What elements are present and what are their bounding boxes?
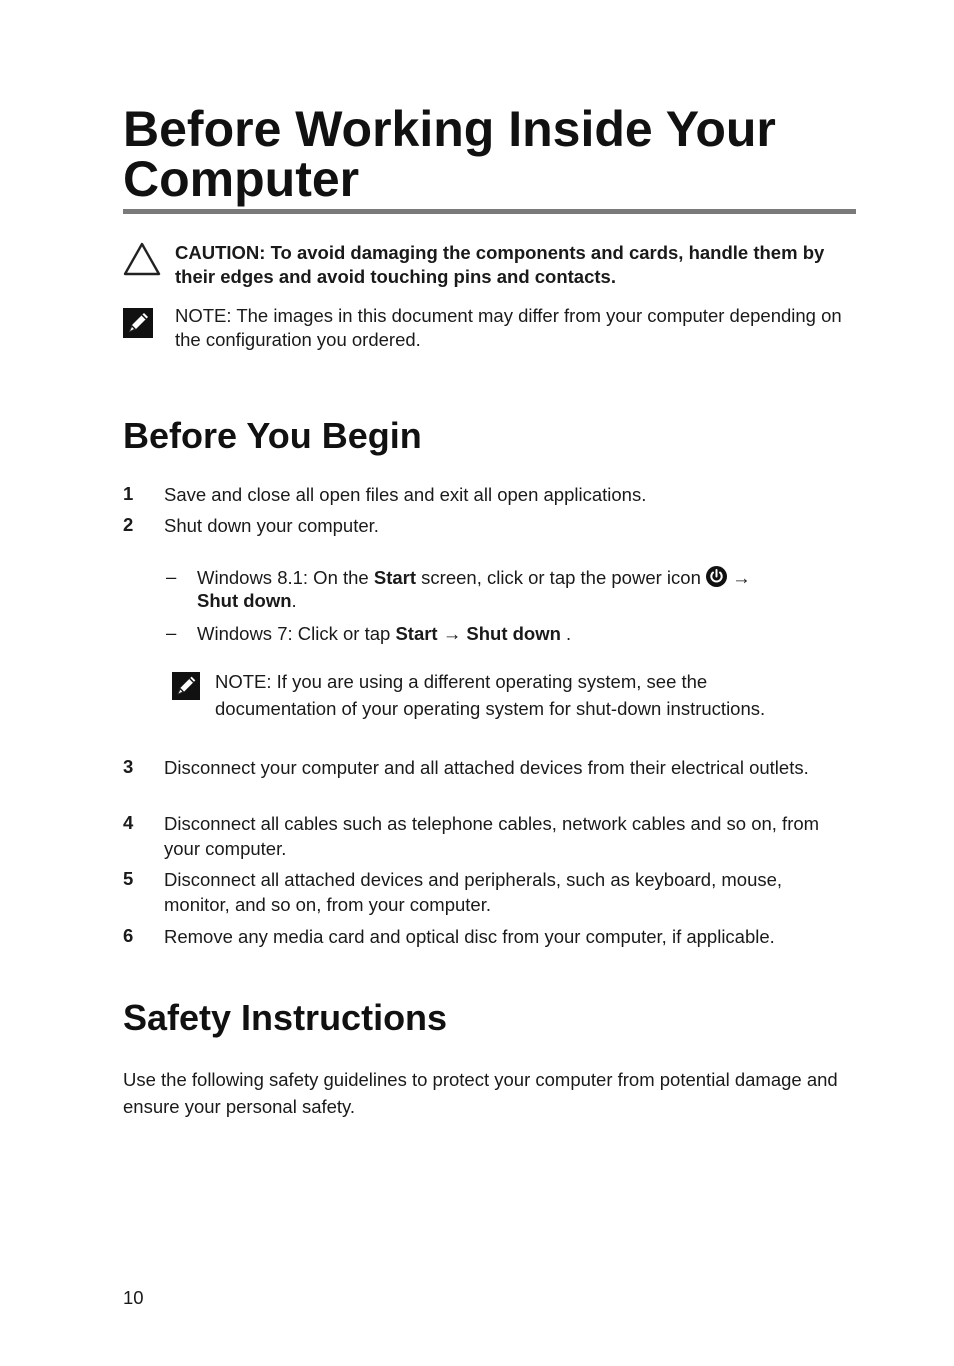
shut-down-label: Shut down (197, 590, 292, 611)
win81-prefix: Windows 8.1: On the (197, 567, 369, 588)
note-icon (123, 308, 153, 338)
caution-text: CAUTION: To avoid damaging the components and cards, handle them by their edges and avoid touching pins and contacts. (175, 242, 825, 287)
note-label: NOTE: (215, 671, 272, 692)
step-text: Disconnect your computer and all attached devices from their electrical outlets. (164, 757, 809, 778)
arrow-glyph: → (442, 623, 462, 644)
step-text: Remove any media card and optical disc from your computer, if applicable. (164, 926, 775, 947)
step-number: 2 (123, 514, 134, 535)
step-text: Save and close all open files and exit all open applications. (164, 484, 647, 505)
power-icon (706, 566, 727, 587)
note-text (175, 304, 847, 352)
sub-item-win7 (197, 622, 857, 645)
safety-paragraph: Use the following safety guidelines to protect your computer from potential damage and ensure your personal safety. (123, 1069, 838, 1117)
win7-prefix: Windows 7: Click or tap (197, 623, 391, 644)
shut-down-label: Shut down (466, 623, 561, 644)
step-number: 5 (123, 868, 134, 889)
note-icon (172, 672, 200, 700)
step-number: 6 (123, 925, 134, 946)
note-body: If you are using a different operating system, see the documentation of your operating system for shut-down instructions. (215, 671, 766, 719)
title-rule (123, 209, 856, 214)
period: . (291, 590, 297, 611)
start-label: Start (373, 567, 417, 588)
start-label: Start (395, 623, 438, 644)
dash-bullet: – (166, 566, 177, 587)
step-text: Shut down your computer. (164, 515, 379, 536)
step-number: 3 (123, 756, 134, 777)
step-number: 1 (123, 483, 134, 504)
note-label: NOTE: (175, 305, 232, 326)
win81-mid: screen, click or tap the power icon (421, 567, 701, 588)
step-text: Disconnect all attached devices and peripherals, such as keyboard, mouse, monitor, and so on, from your computer. (164, 869, 783, 915)
step-number: 4 (123, 812, 134, 833)
inner-note-text (215, 668, 815, 722)
note-body: The images in this document may differ from your computer depending on the configuration you ordered. (175, 305, 842, 350)
safety-heading: Safety Instructions (123, 997, 448, 1038)
page-number: 10 (123, 1287, 144, 1308)
win7-suffix: . (560, 623, 572, 644)
step-text: Disconnect all cables such as telephone cables, network cables and so on, from your computer. (164, 813, 820, 859)
dash-bullet: – (166, 622, 177, 643)
before-you-begin-heading: Before You Begin (123, 415, 422, 456)
page-title: Before Working Inside Your Computer (123, 101, 776, 207)
arrow-glyph: → (732, 567, 751, 588)
caution-icon (123, 242, 161, 276)
sub-item-win81 (197, 566, 857, 612)
